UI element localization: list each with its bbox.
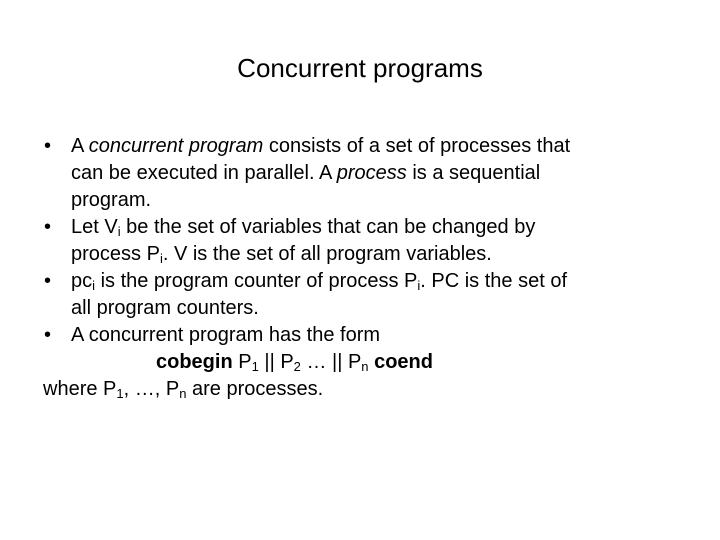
bullet-line: $pc_i$ is the program counter of process $P_i$. PC is the set of — [71, 270, 568, 293]
bullet-line: Let $V_i$ be the set of variables that can be changed by — [71, 216, 536, 239]
bullet-dot-icon: • — [44, 324, 52, 346]
bullet-item — [44, 268, 694, 322]
cobegin-formula: cobegin $P_1$ || $P_2$ … || $P_n$ coend — [156, 351, 433, 374]
bullet-line: all program counters. — [71, 297, 259, 319]
bullet-dot-icon: • — [44, 135, 52, 157]
where-line: where $P_1$, …, $P_n$ are processes. — [43, 378, 324, 401]
bullet-line: program. — [71, 189, 152, 211]
bullet-dot-icon: • — [44, 216, 52, 238]
bullet-line: process $P_i$. V is the set of all program variables. — [71, 243, 492, 266]
bullet-dot-icon: • — [44, 270, 52, 292]
bullet-line: can be executed in parallel. A process is a sequential — [71, 162, 541, 184]
slide-body — [44, 133, 694, 403]
bullet-item — [44, 133, 694, 214]
slide-title: Concurrent programs — [237, 53, 483, 83]
bullet-item — [44, 322, 694, 376]
bullet-item — [44, 214, 694, 268]
bullet-line: A concurrent program consists of a set of processes that — [71, 135, 571, 157]
bullet-line: A concurrent program has the form — [71, 324, 381, 346]
